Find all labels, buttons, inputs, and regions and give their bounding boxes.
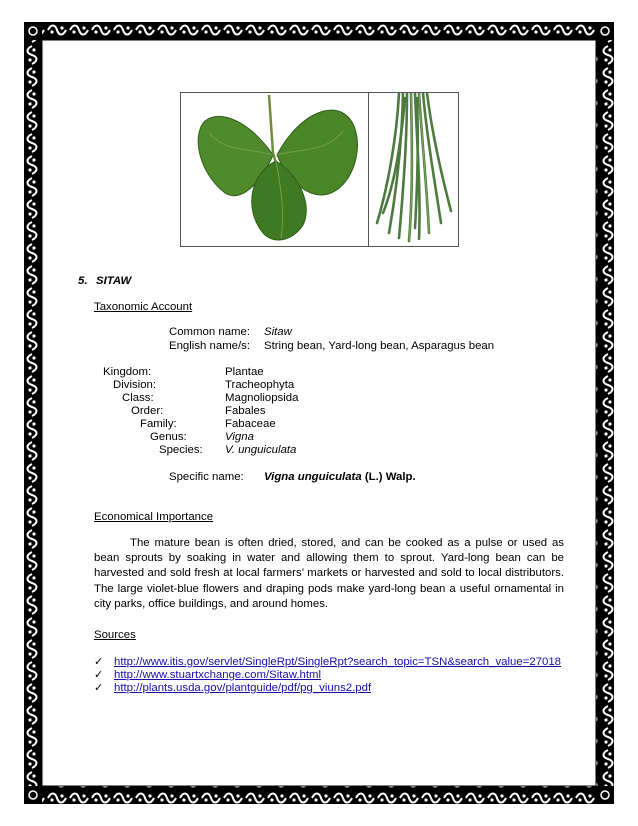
- leaf-photo: [181, 93, 369, 246]
- sources-heading: Sources: [94, 629, 136, 641]
- pods-photo: [369, 93, 458, 246]
- rank-label: Division:: [113, 379, 157, 391]
- specific-name-binomial: Vigna unguiculata: [264, 471, 362, 483]
- rank-value: Plantae: [225, 366, 264, 378]
- rank-value: Fabales: [225, 405, 266, 417]
- common-name-value: Sitaw: [264, 326, 292, 338]
- economic-importance-heading: Economical Importance: [94, 511, 214, 523]
- specific-name-value: [264, 471, 416, 484]
- english-name-label: English name/s:: [169, 340, 251, 352]
- taxonomic-account-heading: Taxonomic Account: [94, 301, 193, 313]
- rank-label: Order:: [131, 405, 164, 417]
- rank-label: Genus:: [150, 431, 187, 443]
- rank-label: Class:: [122, 392, 154, 404]
- rank-value: Magnoliopsida: [225, 392, 299, 404]
- economic-paragraph-text: The mature bean is often dried, stored, and can be cooked as a pulse or used as bean sprouts by soaking in water and allowing them to sprout. Yard-long bean can be harvested and sold fresh at local farmers’ markets or harvested and sold to local distributors. The large violet-blue flowers and draping pods make yard-long bean a useful ornamental in city parks, office buildings, and around homes.: [94, 537, 564, 610]
- rank-value: V. unguiculata: [225, 444, 297, 456]
- check-icon: ✓: [94, 656, 104, 668]
- source-link[interactable]: http://www.stuartxchange.com/Sitaw.html: [114, 669, 322, 681]
- english-name-value: String bean, Yard-long bean, Asparagus bean: [264, 340, 495, 352]
- rank-label: Family:: [140, 418, 177, 430]
- check-icon: ✓: [94, 682, 104, 694]
- specific-name-label: Specific name:: [169, 471, 244, 483]
- section-title: SITAW: [96, 275, 132, 287]
- common-name-label: Common name:: [169, 326, 251, 338]
- rank-value: Tracheophyta: [225, 379, 295, 391]
- plant-photos: [180, 92, 459, 247]
- source-link[interactable]: http://www.itis.gov/servlet/SingleRpt/SingleRpt?search_topic=TSN&search_value=27018: [114, 656, 562, 668]
- source-link[interactable]: http://plants.usda.gov/plantguide/pdf/pg_viuns2.pdf: [114, 682, 372, 694]
- rank-value: Vigna: [225, 431, 254, 443]
- specific-name-author: (L.) Walp.: [361, 471, 416, 483]
- rank-label: Species:: [159, 444, 203, 456]
- section-number: 5.: [78, 275, 88, 287]
- economic-importance-paragraph: [94, 536, 564, 612]
- rank-label: Kingdom:: [103, 366, 152, 378]
- check-icon: ✓: [94, 669, 104, 681]
- rank-value: Fabaceae: [225, 418, 276, 430]
